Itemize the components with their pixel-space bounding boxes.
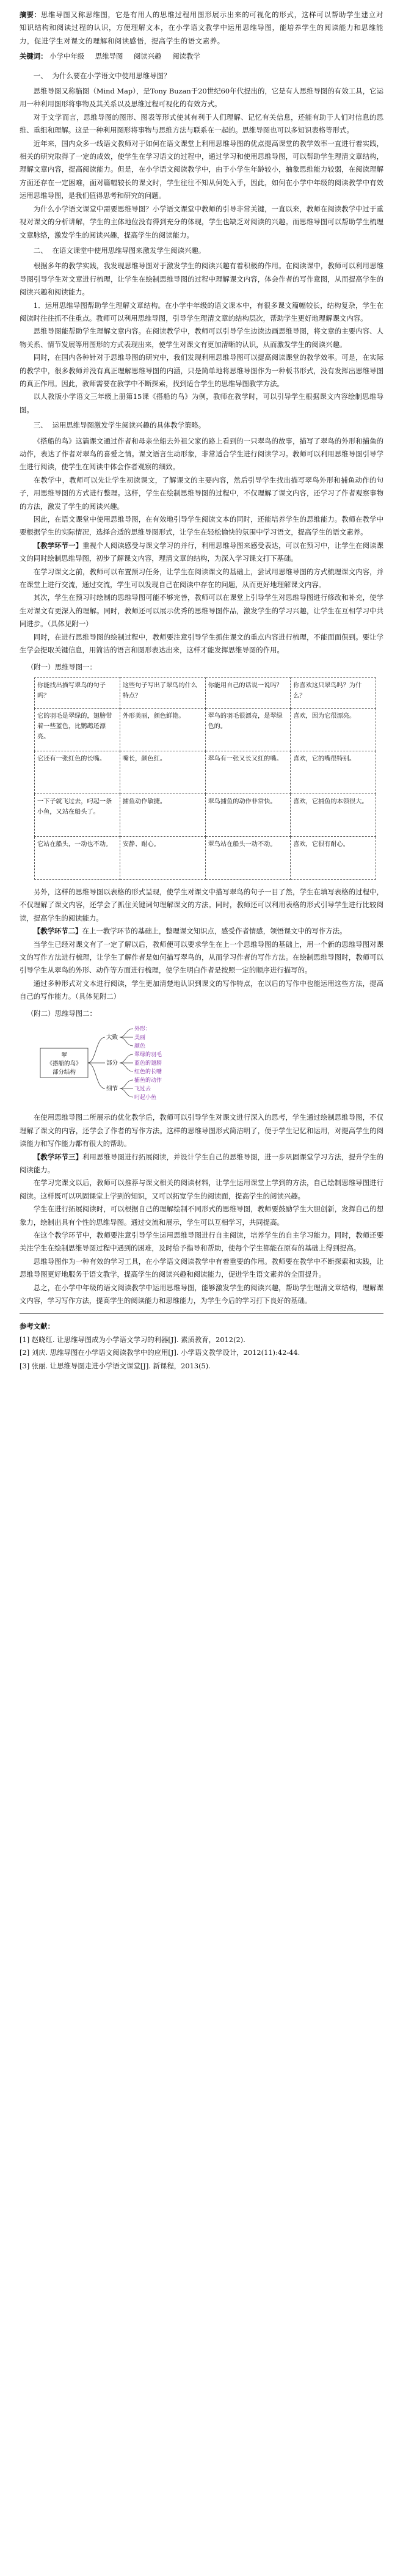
mind-map-center-line: 《搭船的鸟》 <box>46 1060 82 1067</box>
paragraph-text: 在使用思维导图二所展示的优化教学后，教师可以引导学生对课文进行深入的思考，学生通过绘制思维导图，不仅理解了课文的内容，还学会了作者的写作方法。这样的思维导图形式简洁明了，便于学生记忆和运用，对提高学生的阅读能力和写作能力都有很大的帮助。 <box>20 1113 383 1148</box>
references <box>20 1320 383 1373</box>
keyword: 小学中年级 <box>49 52 85 61</box>
table-cell: 喜欢，它很有耐心。 <box>291 836 376 879</box>
body-section-1 <box>20 70 383 674</box>
paragraph-text: 在学习课文之前，教师可以布置预习任务，让学生在阅读课文的基础上，尝试用思维导图的方式梳理课文内容，并在课堂上进行交流，通过交流，学生可以发现自己在阅读中存在的问题，从而更好地理解课文内容。 <box>20 567 383 589</box>
paragraph-text: 1．运用思维导图帮助学生理解文章结构。在小学中年级的语文课本中，有很多课文篇幅较长，结构复杂，学生在阅读时往往抓不住重点。教师可以利用思维导图，引导学生理清文章的结构层次，帮助学生更好地理解课文内容。 <box>20 301 383 323</box>
paragraph <box>20 631 383 657</box>
mind-map-diagram <box>38 1024 383 1106</box>
mind-map-leaf: 飞过去 <box>134 1085 151 1092</box>
paragraph-text: 在学习完课文以后，教师可以推荐与课文相关的阅读材料，让学生运用课堂上学到的方法，自己绘制思维导图进行阅读。这样既可以巩固课堂上学到的知识，又可以拓宽学生的阅读面，提高学生的阅读兴趣。 <box>20 1178 383 1200</box>
table-header-cell: 你能用自己的话说一说吗？ <box>205 677 291 708</box>
mind-map-leaf: 颜色 <box>134 1043 146 1049</box>
mind-map-connector <box>120 1089 133 1097</box>
mind-map-svg <box>38 1024 221 1102</box>
paragraph-text: 在这个教学环节中，教师要注意引导学生运用思维导图进行自主阅读，培养学生的自主学习能力。同时，教师还要关注学生在绘制思维导图过程中遇到的困难，及时给予指导和帮助，使每个学生都能在原有的基础上得到提高。 <box>20 1231 383 1253</box>
mind-map-connector <box>88 1063 105 1089</box>
figure-caption: （附二）思维导图二： <box>27 1009 96 1018</box>
paragraph-text: 当学生已经对课文有了一定了解以后，教师便可以要求学生在上一个思维导图的基础上，用一个新的思维导图对课文的写作方法进行梳理，让学生了解作者是如何描写翠鸟的，从而学习作者的写作方法。在绘制思维导图时，教师可以引导学生从翠鸟的外形、动作等方面进行梳理，使学生明白作者是按照一定的顺序进行描写的。 <box>20 940 383 975</box>
mind-map-leaf: 美丽 <box>134 1034 146 1041</box>
paragraph <box>20 435 383 474</box>
table-cell: 翠鸟站在船头一动不动。 <box>205 836 291 879</box>
paragraph <box>20 591 383 630</box>
mind-map-center-line: 翠 <box>61 1051 67 1059</box>
paragraph-text: 通过多种形式对文本进行阅读，学生更加清楚地认识到课文的写作特点，在以后的写作中也能运用这些方法，提高自己的写作能力。（具体见附二） <box>20 979 383 1001</box>
paragraph <box>20 513 383 539</box>
paragraph <box>20 1282 383 1308</box>
mind-map-leaf: 翠绿的羽毛 <box>134 1051 162 1058</box>
keywords <box>20 50 383 63</box>
section-number: 三、 <box>33 421 48 430</box>
paragraph-text: 思维导图能帮助学生理解文章内容。在阅读教学中，教师可以引导学生边读边画思维导图，将文章的主要内容、人物关系、情节发展等用图形的方式表现出来，使学生对课文有更加清晰的认识，从而激发学生的阅读兴趣。 <box>20 327 383 349</box>
reference-item: [3] 张丽. 让思维导图走进小学语文课堂[J]. 新课程，2013(5). <box>20 1361 211 1370</box>
table-header-cell: 你能找出描写翠鸟的句子吗？ <box>35 677 120 708</box>
paragraph-text: 以人教版小学语文三年级上册第15课《搭船的鸟》为例，教师在教学时，可以引导学生根据课文内容绘制思维导图。 <box>20 392 383 414</box>
body-section-3 <box>20 1111 383 1307</box>
paragraph <box>20 325 383 351</box>
mind-map-connector <box>88 1037 105 1063</box>
mind-map-branch-label: 部分 <box>106 1059 118 1067</box>
paragraph <box>20 474 383 513</box>
paragraph-text: 思维导图又称脑图（Mind Map），是Tony Buzan于20世纪60年代提出的，它是有人思维导图的有效工具，它运用一种利用图形将事物及其关系以及思维过程可视化的有效方式。 <box>20 87 383 109</box>
paragraph <box>20 137 383 203</box>
figure-caption: （附一）思维导图一： <box>27 662 96 671</box>
paragraph <box>20 111 383 137</box>
mind-map-leaf: 外形： <box>134 1026 151 1032</box>
paragraph-text: 在上一教学环节的基础上，整理课文知识点，感受作者情感，领悟课文中的写作方法。 <box>82 927 347 936</box>
table-cell: 它站在船头，一动也不动。 <box>35 836 120 879</box>
paragraph-text: 对于文学而言，思维导图的图形、图表等形式使其有利于人们理解、记忆有关信息，还能有助于人们对信息的思维、重组和理解。这是一种利用图形将事物与思维方法与联系在一起的。思维导图也可以多知识表格等形式。 <box>20 112 383 135</box>
table-cell: 安静、耐心。 <box>120 836 205 879</box>
paragraph-text: 利用思维导图进行拓展阅读，并设计学生自己的思维导图，进一步巩固课堂学习方法，提升学生的阅读能力。 <box>20 1152 383 1174</box>
mind-map-leaf: 红色的长嘴 <box>134 1068 162 1075</box>
paragraph-text: 另外，这样的思维导图以表格的形式呈现，使学生对课文中描写翠鸟的句子一目了然，学生在填写表格的过程中，不仅理解了课文内容，还学会了抓住关键词句理解课文的方法。同时，教师还可以利用表格的形式引导学生进行比较阅读，提高学生的阅读能力。 <box>20 887 383 922</box>
paragraph <box>20 886 383 925</box>
paragraph <box>20 260 383 299</box>
paragraph <box>20 1203 383 1229</box>
teaching-step-label: 【教学环节二】 <box>33 927 82 936</box>
mind-map-leaf: 叼起小鱼 <box>134 1094 157 1101</box>
keyword: 思维导图 <box>95 52 123 61</box>
paragraph <box>20 1111 383 1150</box>
paragraph <box>20 1151 383 1177</box>
table-cell: 翠鸟有一张又长又红的嘴。 <box>205 751 291 794</box>
body-section-2 <box>20 886 383 1020</box>
reading-organizer-table <box>34 677 376 880</box>
table-row <box>35 751 376 794</box>
mind-map-connector <box>120 1037 133 1046</box>
section-number: 一、 <box>33 71 48 80</box>
paragraph-text: 《搭船的鸟》这篇课文通过作者和母亲坐船去外祖父家的路上看到的一只翠鸟的故事，描写了翠鸟的外形和捕鱼的动作，表达了作者对翠鸟的喜爱之情。课文语言生动形象，非常适合学生进行阅读学习。教师可以利用思维导图引导学生进行阅读，使学生在阅读中体会作者观察的细致。 <box>20 436 383 472</box>
table-cell: 嘴长，颜色红。 <box>120 751 205 794</box>
mind-map-leaf: 捕鱼的动作 <box>134 1077 162 1084</box>
table-header-cell: 这些句子写出了翠鸟的什么特点？ <box>120 677 205 708</box>
mind-map-branch-label: 细节 <box>106 1085 118 1092</box>
abstract <box>20 9 383 48</box>
mind-map-leaf: 蓝色的翅膀 <box>134 1060 162 1067</box>
abstract-text: 思维导图又称思维图，它是有用人的思维过程用图形展示出来的可视化的形式，这样可以帮助学生建立对知识结构和阅读过程的认识，方便理解文本，在小学语文教学中运用思维导图，能培养学生的阅读能力和思维能力，促进学生对课文的理解和阅读感悟，提高学生的语文素养。 <box>20 10 383 45</box>
paragraph-text: 学生在进行拓展阅读时，可以根据自己的理解绘制不同形式的思维导图，教师要鼓励学生大胆创新，发挥自己的想象力，绘制出具有个性的思维导图。通过交流和展示，学生可以互相学习，共同提高。 <box>20 1205 383 1227</box>
paragraph <box>20 390 383 417</box>
table-cell: 喜欢，因为它很漂亮。 <box>291 708 376 751</box>
paragraph-text: 其次，学生在预习时绘制的思维导图可能不够完善，教师可以在课堂上引导学生对思维导图进行修改和补充，使学生对课文有更深入的理解。同时，教师还可以展示优秀的思维导图作品，激发学生的学习兴趣，让学生在互相学习中共同进步。（具体见附一） <box>20 593 383 629</box>
table-row <box>35 708 376 751</box>
table-cell: 一下子就飞过去，叼起一条小鱼，又站在船头了。 <box>35 794 120 836</box>
paragraph-text: 在教学中，教师可以先让学生初读课文，了解课文的主要内容，然后引导学生找出描写翠鸟外形和捕鱼动作的句子，用思维导图的方式进行整理。这样，学生在绘制思维导图的过程中，不仅理解了课文内容，还学习了作者观察事物的方法，激发了学生的阅读兴趣。 <box>20 475 383 511</box>
paragraph <box>20 203 383 242</box>
keyword: 阅读兴趣 <box>134 52 162 61</box>
paragraph-text: 重视个人阅读感受与课文学习的并行，利用思维导图来感受表达，可以在预习中，让学生在阅读课文的同时绘制思维导图，初步了解课文内容，理清文章的结构，为深入学习课文打下基础。 <box>20 541 383 563</box>
paragraph <box>20 566 383 592</box>
references-divider <box>20 1313 383 1314</box>
reference-item: [1] 赵晓红. 让思维导图成为小学语文学习的利器[J]. 素质教育，2012(2). <box>20 1335 245 1344</box>
table-cell: 喜欢，它的嘴很特别。 <box>291 751 376 794</box>
table-row <box>35 794 376 836</box>
paragraph <box>20 1177 383 1203</box>
mind-map-branch-label: 大致 <box>106 1034 118 1041</box>
table-cell: 翠鸟捕鱼的动作非常快。 <box>205 794 291 836</box>
table-cell: 捕鱼动作敏捷。 <box>120 794 205 836</box>
abstract-label: 摘要： <box>20 10 41 19</box>
mind-map-connector <box>120 1029 133 1037</box>
paragraph <box>20 351 383 390</box>
table-cell: 外形美丽，颜色鲜艳。 <box>120 708 205 751</box>
paragraph-text: 同时，在进行思维导图的绘制过程中，教师要注意引导学生抓住课文的重点内容进行梳理，不能面面俱到。要让学生学会提取关键信息，用简洁的语言和图形表达出来，这样才能发挥思维导图的作用。 <box>20 632 383 655</box>
mind-map-center-line: 部分结构 <box>52 1068 76 1076</box>
table-header-cell: 你喜欢这只翠鸟吗？为什么？ <box>291 677 376 708</box>
paragraph <box>20 938 383 977</box>
mind-map-connector <box>120 1063 133 1071</box>
mind-map-connector <box>120 1080 133 1089</box>
section-number: 二、 <box>33 246 48 255</box>
paragraph-text: 近年来，国内众多一线语文教师对于如何在语文课堂上利用思维导图的优点提高课堂的教学效率一直进行着实践，相关的研究取得了一定的成效，使学生在学习语文的过程中，通过学习和使用思维导图，可以帮助学生理清文章结构，理解文章内容，提高阅读能力。但是，在小学语文阅读教学中，由于小学生年龄较小，抽象思维能力较弱，在阅读理解方面还存在一定困难，面对篇幅较长的课文时，学生往往不知从何处入手，因此，如何在小学中年级的阅读教学中有效运用思维导图，是我们值得思考和研究的问题。 <box>20 139 383 200</box>
section-heading-text: 为什么要在小学语文中使用思维导图？ <box>52 71 171 80</box>
section-heading <box>20 419 383 432</box>
paragraph <box>20 1255 383 1282</box>
paragraph <box>20 925 383 938</box>
paragraph <box>20 1229 383 1255</box>
section-heading <box>20 70 383 82</box>
table-cell: 它还有一张红色的长嘴。 <box>35 751 120 794</box>
keywords-label: 关键词： <box>20 52 48 61</box>
paragraph-text: 同时，在国内各种针对于思维导图的研究中，我们发现利用思维导图可以提高阅读课堂的教学效率。可是，在实际的教学中，很多教师并没有真正理解思维导图的内涵，只是简单地将思维导图作为一种板书形式，没有发挥出思维导图的真正作用。因此，教师需要在教学中不断探索，找到适合学生的思维导图教学方法。 <box>20 353 383 388</box>
paragraph-text: 思维导图作为一种有效的学习工具，在小学语文阅读教学中有着重要的作用。教师要在教学中不断探索和实践，让思维导图更好地服务于语文教学，提高学生的阅读兴趣和阅读能力，促进学生语文素养的全面提升。 <box>20 1257 383 1279</box>
table-cell: 翠鸟的羽毛很漂亮，是翠绿色的。 <box>205 708 291 751</box>
teaching-step-label: 【教学环节三】 <box>33 1152 83 1161</box>
paragraph-text: 因此，在语文课堂中使用思维导图，在有效地引导学生阅读文本的同时，还能培养学生的思维能力。教师在教学中要根据学生的实际情况，选择合适的思维导图形式，让学生在轻松愉快的氛围中学习语文，提高学生的语文素养。 <box>20 515 383 537</box>
section-heading-text: 运用思维导图激发学生阅读兴趣的具体教学策略。 <box>52 421 206 430</box>
paragraph <box>20 299 383 326</box>
paragraph <box>20 85 383 111</box>
paragraph <box>20 539 383 566</box>
section-heading <box>20 244 383 257</box>
paragraph <box>20 977 383 1004</box>
table-cell: 它的羽毛是翠绿的，翅膀带着一些蓝色，比鹦鹉还漂亮。 <box>35 708 120 751</box>
paragraph-text: 根据多年的教学实践，我发现思维导图对于激发学生的阅读兴趣有着积极的作用。在阅读课中，教师可以利用思维导图引导学生对文章进行梳理，让学生在绘制思维导图的过程中理解课文内容，体会作者的写作意图，从而提高学生的阅读兴趣和阅读能力。 <box>20 261 383 297</box>
paragraph-text: 总之，在小学中年级的语文阅读教学中运用思维导图，能够激发学生的阅读兴趣，帮助学生理清文章结构，理解课文内容，学习写作方法，提高学生的阅读能力和思维能力，为学生今后的学习打下良好的基础。 <box>20 1283 383 1305</box>
teaching-step-label: 【教学环节一】 <box>33 541 83 550</box>
table-cell: 喜欢，它捕鱼的本领很大。 <box>291 794 376 836</box>
section-heading-text: 在语文课堂中使用思维导图来激发学生阅读兴趣。 <box>52 246 206 255</box>
mind-map-connector <box>120 1054 133 1063</box>
references-title: 参考文献： <box>20 1322 54 1331</box>
reference-item: [2] 刘庆. 思维导图在小学语文阅读教学中的应用[J]. 小学语文教学设计，2012(11):42-44. <box>20 1348 300 1357</box>
table-row <box>35 836 376 879</box>
keyword: 阅读教学 <box>172 52 200 61</box>
paragraph-text: 为什么小学语文课堂中需要思维导图？小学语文课堂中教师的引导非常关键，一直以来，教师在阅读教学中过于重视对课文的分析讲解，学生的主体地位没有得到充分的体现，学生也缺乏对阅读的兴趣。而思维导图可以帮助学生梳理文章脉络，激发学生的阅读兴趣，提高学生的阅读能力。 <box>20 204 383 239</box>
